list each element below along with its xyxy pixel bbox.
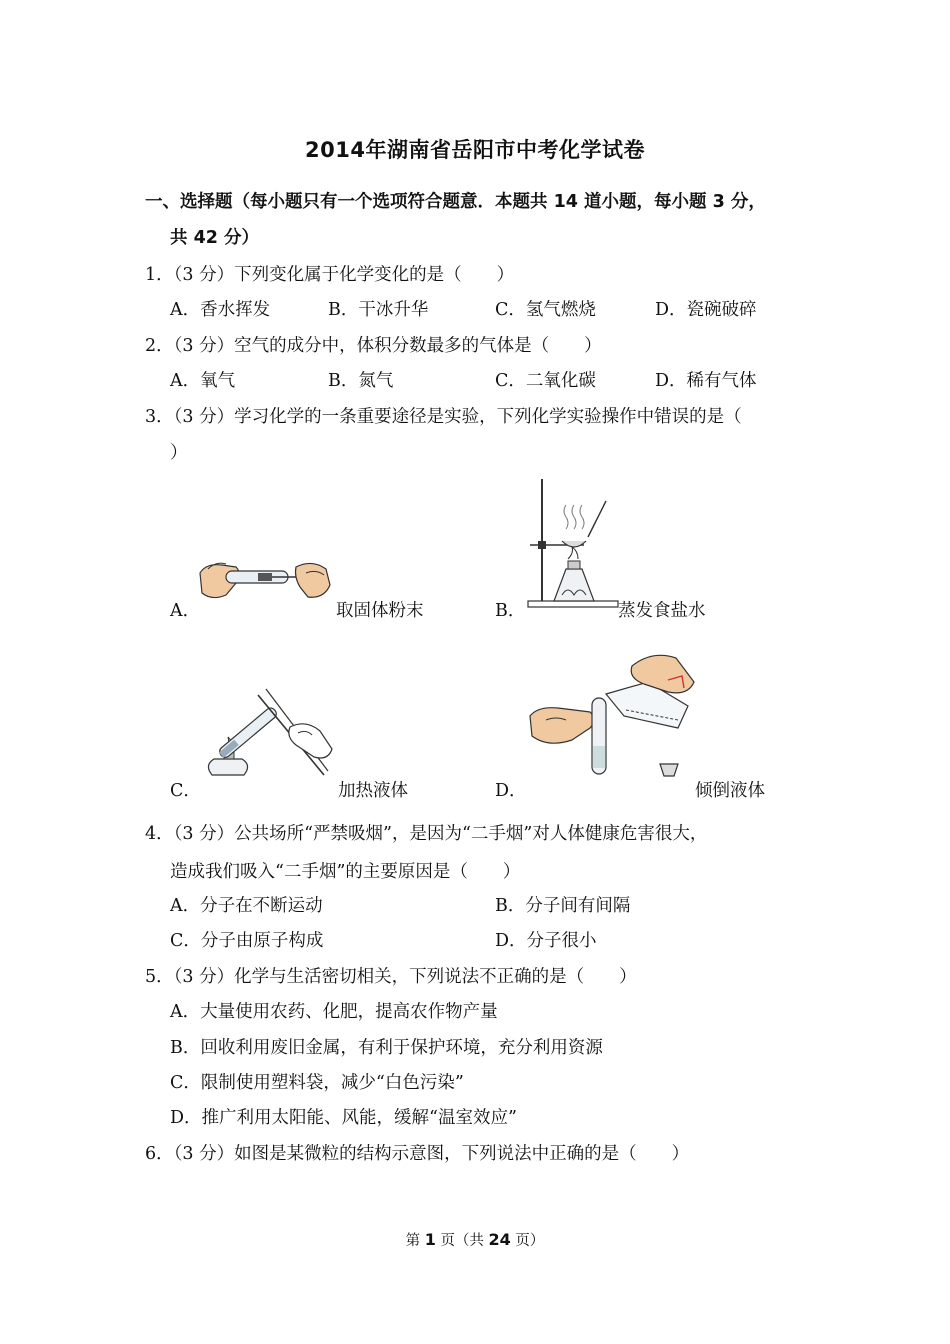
figure-d-letter: D． bbox=[495, 781, 527, 801]
question-3-stem-cont: ） bbox=[170, 443, 188, 463]
page-title: 2014年湖南省岳阳市中考化学试卷 bbox=[305, 138, 645, 162]
q4-option-d: D．分子很小 bbox=[495, 931, 597, 951]
question-1-stem: 1．（3 分）下列变化属于化学变化的是（ ） bbox=[145, 265, 515, 285]
figure-a-letter: A． bbox=[170, 601, 201, 621]
question-5-stem: 5．（3 分）化学与生活密切相关，下列说法不正确的是（ ） bbox=[145, 967, 637, 987]
q1-option-b: B．干冰升华 bbox=[328, 300, 429, 320]
q2-option-b: B．氮气 bbox=[328, 371, 394, 391]
figure-c-letter: C． bbox=[170, 781, 201, 801]
footer-page-number: 1 bbox=[424, 1230, 436, 1249]
q1-option-c: C．氢气燃烧 bbox=[495, 300, 596, 320]
q4-option-a: A．分子在不断运动 bbox=[170, 896, 323, 916]
footer-post: 页） bbox=[515, 1233, 545, 1249]
section-heading-line2: 共 42 分） bbox=[170, 228, 260, 248]
footer-mid: 页（共 bbox=[440, 1233, 484, 1249]
figure-d-caption: 倾倒液体 bbox=[695, 781, 765, 801]
q1-option-d: D．瓷碗破碎 bbox=[655, 300, 757, 320]
question-4-stem-cont: 造成我们吸入“二手烟”的主要原因是（ ） bbox=[170, 862, 521, 882]
figure-b-caption: 蒸发食盐水 bbox=[618, 601, 706, 621]
figure-a-caption: 取固体粉末 bbox=[336, 601, 424, 621]
q5-option-a: A．大量使用农药、化肥，提高农作物产量 bbox=[170, 1002, 498, 1022]
evaporation-setup-illustration bbox=[522, 475, 622, 610]
q5-option-b: B．回收利用废旧金属，有利于保护环境，充分利用资源 bbox=[170, 1038, 603, 1058]
q5-option-d: D．推广利用太阳能、风能，缓解“温室效应” bbox=[170, 1108, 517, 1128]
test-tube-powder-illustration bbox=[196, 555, 336, 610]
footer-total-pages: 24 bbox=[488, 1230, 511, 1249]
pouring-liquid-illustration bbox=[528, 636, 698, 786]
figure-c-caption: 加热液体 bbox=[338, 781, 408, 801]
q2-option-a: A．氧气 bbox=[170, 371, 236, 391]
question-3-stem: 3．（3 分）学习化学的一条重要途径是实验，下列化学实验操作中错误的是（ bbox=[145, 407, 742, 427]
q2-option-d: D．稀有气体 bbox=[655, 371, 757, 391]
q2-option-c: C．二氧化碳 bbox=[495, 371, 596, 391]
footer-pre: 第 bbox=[405, 1233, 421, 1249]
section-heading-line1: 一、选择题（每小题只有一个选项符合题意．本题共 14 道小题，每小题 3 分， bbox=[145, 192, 766, 212]
question-2-stem: 2．（3 分）空气的成分中，体积分数最多的气体是（ ） bbox=[145, 336, 602, 356]
question-4-stem: 4．（3 分）公共场所“严禁吸烟”，是因为“二手烟”对人体健康危害很大， bbox=[145, 824, 708, 844]
q4-option-c: C．分子由原子构成 bbox=[170, 931, 324, 951]
figure-b-letter: B． bbox=[495, 601, 526, 621]
question-6-stem: 6．（3 分）如图是某微粒的结构示意图，下列说法中正确的是（ ） bbox=[145, 1144, 690, 1164]
q5-option-c: C．限制使用塑料袋，减少“白色污染” bbox=[170, 1073, 464, 1093]
q4-option-b: B．分子间有间隔 bbox=[495, 896, 631, 916]
q1-option-a: A．香水挥发 bbox=[170, 300, 271, 320]
heating-liquid-illustration bbox=[196, 675, 341, 785]
page-footer bbox=[0, 1229, 950, 1250]
